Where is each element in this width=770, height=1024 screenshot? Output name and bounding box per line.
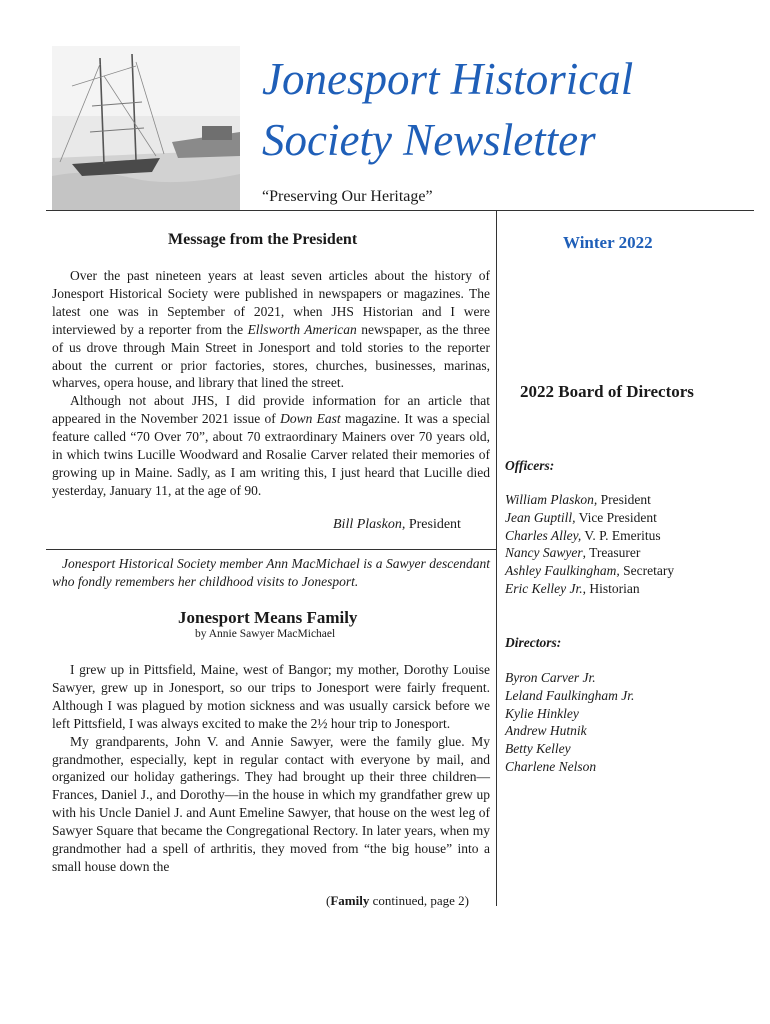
director-row: Kylie Hinkley [505,705,579,721]
officers-label: Officers: [505,458,555,473]
director-row: Leland Faulkingham Jr. [505,687,635,703]
column-divider [496,211,497,906]
article-intro: Jonesport Historical Society member Ann MacMichael is a Sawyer descendant who fondly remembers her childhood visits to Jonesport. [52,556,490,589]
message-paragraph-1: Over the past nineteen years at least seven articles about the history of Jonesport Historical Society were published in newspapers or magazines. The latest one was in September of 2021, when JHS Historian and I were interviewed by a reporter from the Ellsworth American newspaper, as the three of us drove through Main Street in Jonesport and told stories to the reporter about the current or prior factories, stores, churches, businesses, marinas, wharves, opera house, and library that lined the street. [52,268,490,391]
officer-row: Nancy Sawyer, Treasurer [505,545,641,561]
message-heading: Message from the President [168,231,358,248]
board-heading: 2022 Board of Directors [520,382,694,401]
directors-label: Directors: [505,635,562,650]
director-row: Andrew Hutnik [505,723,587,739]
section-divider [46,549,497,550]
top-divider [46,210,754,211]
article-paragraph-1: I grew up in Pittsfield, Maine, west of Bangor; my mother, Dorothy Louise Sawyer, grew up in Jonesport, so our trips to Jonesport were fairly frequent. Although I was plagued by motion sickness and was usually carsick before we left Pittsfield, I was always excited to make the 2½ hour trip to Jonesport. [52,662,490,731]
publication-name: Ellsworth American [247,321,357,337]
officer-row: Eric Kelley Jr., Historian [505,580,640,596]
article-byline: by Annie Sawyer MacMichael [195,628,336,640]
article-body [52,661,490,876]
officer-row: Charles Alley, V. P. Emeritus [505,527,661,543]
director-row: Betty Kelley [505,741,571,757]
officer-row: Jean Guptill, Vice President [505,509,657,525]
directors-list [505,669,634,776]
officer-row: William Plaskon, President [505,492,651,507]
issue-season: Winter 2022 [563,233,653,252]
officers-list [505,491,674,598]
publication-name: Down East [280,411,341,427]
director-row: Charlene Nelson [505,758,597,774]
message-paragraph-2: Although not about JHS, I did provide information for an article that appeared in the November 2021 issue of Down East magazine. It was a special feature called “70 Over 70”, about 70 extraordinary Mainers over 70 years old, in which twins Lucille Woodward and Rosalie Carver related their memories of growing up in Maine. Sadly, as I am writing this, I just heard that Lucille died yesterday, January 11, at the age of 90. [52,393,490,498]
schooner-photo [52,46,240,210]
newsletter-title-line1: Jonesport Historical [262,54,634,104]
article-title: Jonesport Means Family [178,608,358,627]
tagline: “Preserving Our Heritage” [262,188,433,205]
officer-row: Ashley Faulkingham, Secretary [505,563,675,579]
director-row: Byron Carver Jr. [505,670,596,685]
continued-note: (Family continued, page 2) [326,893,469,908]
newsletter-title-line2: Society Newsletter [262,115,596,165]
president-signoff: Bill Plaskon, President [333,517,461,532]
message-body [52,267,490,500]
article-paragraph-2: My grandparents, John V. and Annie Sawyer, were the family glue. My grandmother, especially, kept in regular contact with everyone by mail, and organized our holiday gatherings. They had brought up their three children—Frances, Daniel J., and Dorothy—in the house in which my grandfather grew up with his Uncle Daniel J. and Aunt Emeline Sawyer, that house on the west leg of Sawyer Square that became the Congregational Rectory. In later years, when my grandmother had a spell of arthritis, they moved from “the big house” into a small house down the [52,733,490,874]
